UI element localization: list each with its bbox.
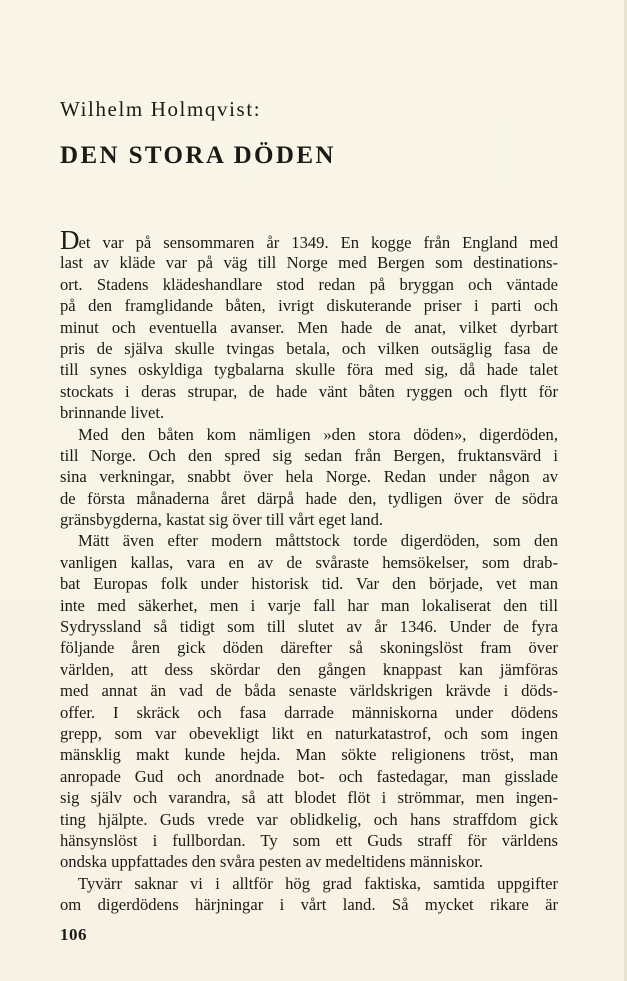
- text-line-content: sina verkningar, snabbt över hela Norge. Redan under någon av: [60, 467, 558, 487]
- text-line-content: ondska uppfattades den svåra pesten av medeltidens människor.: [60, 852, 484, 872]
- text-line: [60, 573, 558, 594]
- text-line-content: bat Europas folk under historisk tid. Var den började, vet man: [60, 574, 558, 594]
- text-line: [60, 659, 558, 680]
- text-line: [60, 381, 558, 402]
- text-line: [60, 274, 558, 295]
- author-heading: Wilhelm Holmqvist:: [60, 97, 262, 121]
- text-line-content: brinnande livet.: [60, 403, 165, 423]
- text-line-content: om digerdödens härjningar i vårt land. Så mycket rikare är: [60, 895, 558, 915]
- text-line: [60, 225, 558, 255]
- text-line: [60, 637, 558, 658]
- text-line-content: hänsynslöst i fullbordan. Ty som ett Guds straff för världens: [60, 830, 558, 850]
- text-line-content: offer. I skräck och fasa darrade människorna under dödens: [60, 702, 558, 722]
- text-line-content: stockats i deras strupar, de hade vänt båten ryggen och flytt för: [60, 381, 558, 401]
- text-line: [60, 552, 558, 573]
- body-text: [60, 225, 558, 916]
- text-line: [60, 873, 558, 894]
- text-line: [60, 809, 558, 830]
- text-line-content: last av kläde var på väg till Norge med Bergen som destinations-: [60, 253, 558, 273]
- text-line-content: vanligen kallas, vara en av de svåraste hemsökelser, som drab-: [60, 552, 558, 572]
- text-line-content: till Norge. Och den spred sig sedan från Bergen, fruktansvärd i: [60, 445, 558, 465]
- text-line: [60, 252, 558, 273]
- text-line-content: grepp, som var obevekligt likt en naturkatastrof, och som ingen: [60, 723, 558, 743]
- text-line: [60, 338, 558, 359]
- text-line-content: minut och eventuella avanser. Men hade de anat, vilket dyrbart: [60, 317, 558, 337]
- text-line: [60, 359, 558, 380]
- text-line-content: Tyvärr saknar vi i alltför hög grad faktiska, samtida uppgifter: [78, 873, 558, 893]
- text-line-content: anropade Gud och anordnade bot- och fastedagar, man gisslade: [60, 766, 558, 786]
- page-number: 106: [60, 925, 87, 944]
- text-line: [60, 744, 558, 765]
- text-line: [60, 509, 558, 530]
- text-line-content: pris de själva skulle tvingas betala, och vilken outsäglig fasa de: [60, 338, 558, 358]
- text-line-content: et var på sensommaren år 1349. En kogge från England med: [78, 233, 558, 252]
- text-line: [60, 530, 558, 551]
- text-line: [60, 680, 558, 701]
- text-line-content: på den framglidande båten, ivrigt diskuterande priser i parti och: [60, 296, 558, 316]
- text-line: [60, 488, 558, 509]
- text-line: [60, 317, 558, 338]
- text-line: [60, 424, 558, 445]
- text-line-content: sig själv och varandra, så att blodet flöt i strömmar, men ingen-: [60, 788, 558, 808]
- text-line: [60, 295, 558, 316]
- text-line-content: de första månaderna året därpå hade den, tydligen över de södra: [60, 488, 558, 508]
- text-line-content: Sydryssland så tidigt som till slutet av år 1346. Under de fyra: [60, 617, 558, 637]
- text-line: [60, 402, 558, 423]
- text-line-content: följande åren gick döden därefter så skoningslöst fram över: [60, 638, 558, 658]
- text-line-content: till synes oskyldiga tygbalarna skulle föra med sig, då hade talet: [60, 360, 558, 380]
- text-line: [60, 830, 558, 851]
- text-line-content: gränsbygderna, kastat sig över till vårt eget land.: [60, 510, 384, 530]
- text-line: [60, 445, 558, 466]
- text-line: [60, 595, 558, 616]
- text-line: [60, 466, 558, 487]
- text-line: [60, 723, 558, 744]
- text-line-content: mänsklig makt kunde hejda. Man sökte religionens tröst, man: [60, 745, 558, 765]
- text-line: [60, 851, 558, 872]
- text-line-content: med annat än vad de båda senaste världskrigen krävde i döds-: [60, 681, 558, 701]
- text-line-content: Mätt även efter modern måttstock torde digerdöden, som den: [78, 531, 558, 551]
- drop-cap: D: [60, 225, 79, 255]
- text-line-content: ort. Stadens klädeshandlare stod redan på bryggan och väntade: [60, 274, 558, 294]
- text-line: [60, 766, 558, 787]
- text-line-content: Med den båten kom nämligen »den stora döden», digerdöden,: [78, 424, 558, 444]
- text-line: [60, 894, 558, 915]
- text-line: [60, 616, 558, 637]
- text-line-content: ting hjälpte. Guds vrede var oblidkelig, och hans straffdom gick: [60, 809, 558, 829]
- chapter-title: DEN STORA DÖDEN: [60, 142, 336, 169]
- text-line: [60, 787, 558, 808]
- text-line-content: världen, att dess skördar den gången knappast kan jämföras: [60, 659, 558, 679]
- text-line: [60, 702, 558, 723]
- text-line-content: inte med säkerhet, men i varje fall har man lokaliserat den till: [60, 595, 558, 615]
